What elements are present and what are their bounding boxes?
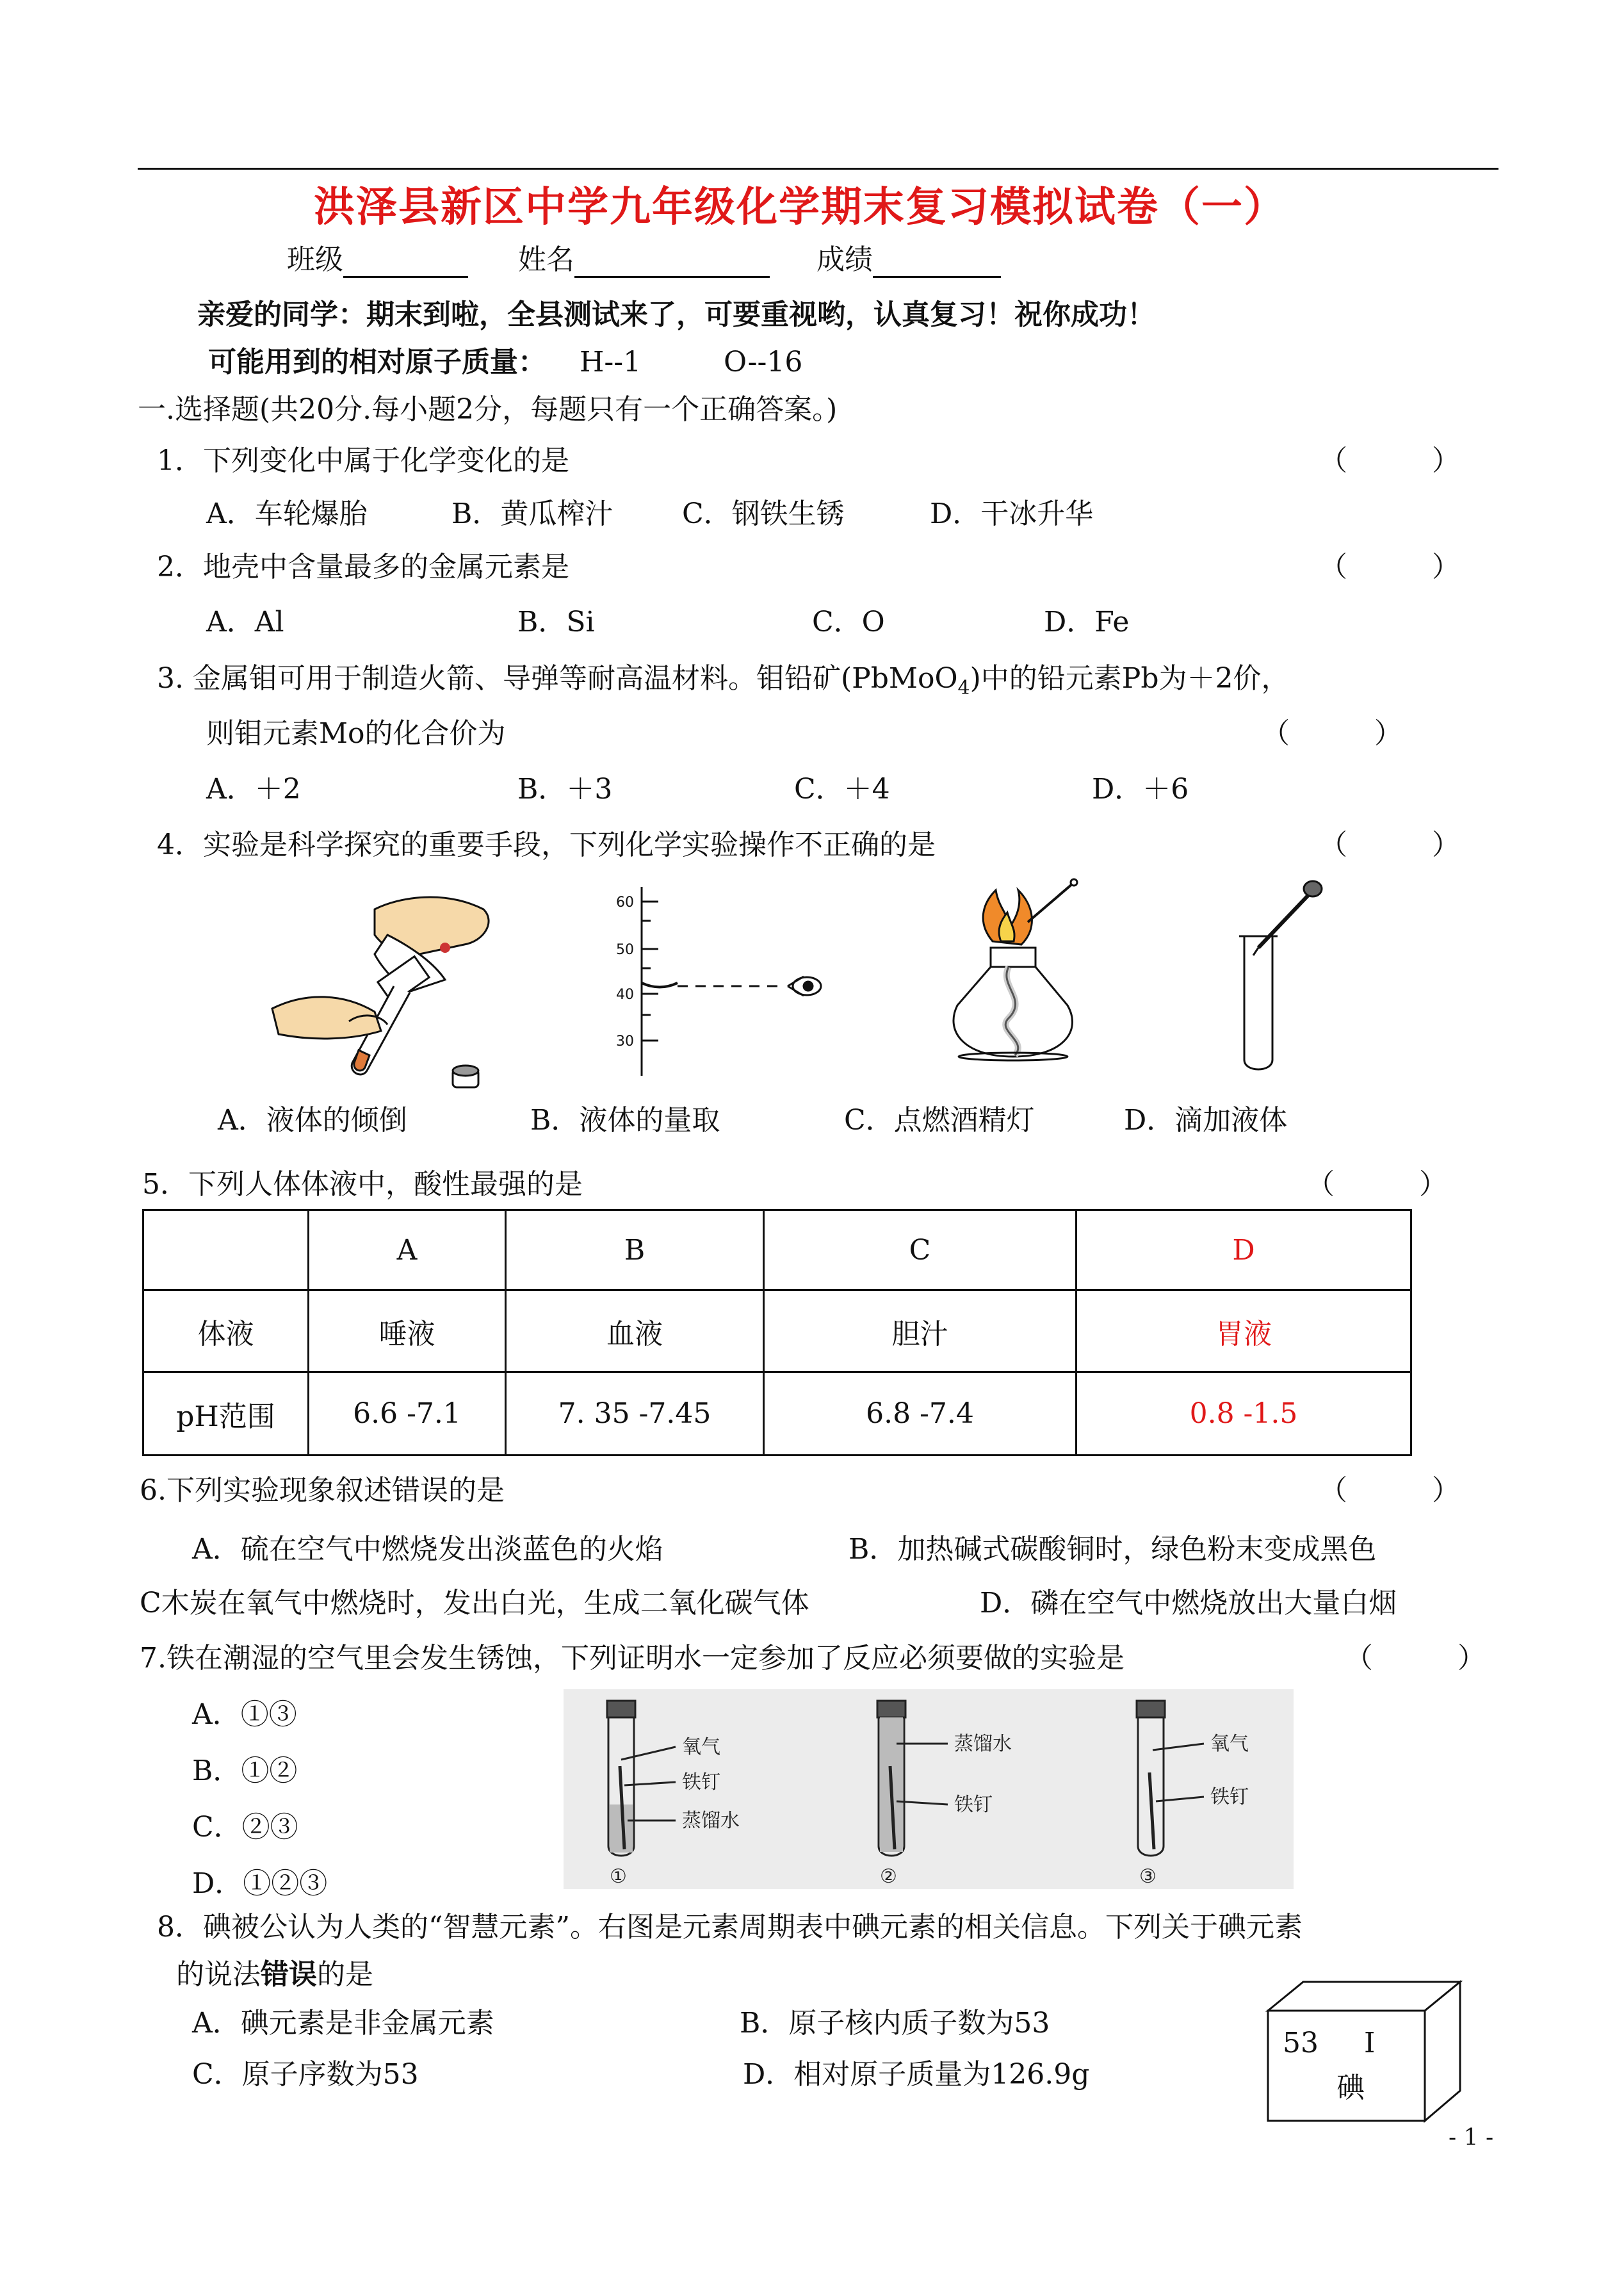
- q1-answer-paren[interactable]: （ ）: [1319, 444, 1460, 477]
- atomic-mass-label: 可能用到的相对原子质量：: [208, 346, 546, 378]
- student-info: [287, 242, 1001, 278]
- q1-option-b[interactable]: B．黄瓜榨汁: [451, 498, 613, 530]
- score-blank[interactable]: [873, 245, 1001, 278]
- atomic-mass-o: O--16: [724, 346, 803, 378]
- rust-experiment-figure: [564, 1689, 1294, 1889]
- q1-option-a[interactable]: A．车轮爆胎: [206, 498, 368, 530]
- cylinder-tick-30: 30: [616, 1034, 634, 1050]
- table-cell: 6.8 -7.4: [764, 1372, 1076, 1456]
- q3-option-d[interactable]: D．＋6: [1092, 773, 1189, 806]
- q8-option-c[interactable]: C．原子序数为53: [192, 2058, 419, 2091]
- table-cell: 唾液: [309, 1290, 506, 1372]
- q6-option-a[interactable]: A．硫在空气中燃烧发出淡蓝色的火焰: [192, 1533, 663, 1566]
- tube2-label-nail: 铁钉: [954, 1794, 993, 1816]
- q7-option-a[interactable]: A．①③: [192, 1698, 297, 1731]
- q3-option-b[interactable]: B．＋3: [517, 773, 613, 806]
- q2-option-a[interactable]: A．Al: [206, 606, 284, 638]
- q8-option-d[interactable]: D．相对原子质量为126.9g: [743, 2058, 1090, 2091]
- tube2-number: ②: [880, 1865, 897, 1888]
- q3-option-a[interactable]: A．＋2: [206, 773, 301, 806]
- q4-text: 4．实验是科学探究的重要手段，下列化学实验操作不正确的是: [157, 829, 936, 861]
- table-cell: 胆汁: [764, 1290, 1076, 1372]
- iodine-element-cell: [1265, 1979, 1470, 2126]
- table-cell: 体液: [143, 1290, 309, 1372]
- class-blank[interactable]: [343, 245, 468, 278]
- tube1-label-oxygen: 氧气: [682, 1736, 720, 1758]
- q6-text: 6.下列实验现象叙述错误的是: [140, 1474, 505, 1507]
- q7-answer-paren[interactable]: （ ）: [1345, 1642, 1486, 1675]
- table-cell: B: [506, 1210, 764, 1290]
- table-cell: 7. 35 -7.45: [506, 1372, 764, 1456]
- q3-option-c[interactable]: C．＋4: [794, 773, 890, 806]
- table-cell: 6.6 -7.1: [309, 1372, 506, 1456]
- table-cell: 血液: [506, 1290, 764, 1372]
- alcohol-lamp-illustration: [932, 877, 1098, 1069]
- element-name: 碘: [1336, 2072, 1365, 2104]
- page-title: 洪泽县新区中学九年级化学期末复习模拟试卷（一）: [314, 183, 1286, 231]
- cylinder-tick-50: 50: [616, 942, 634, 958]
- tube2-label-water: 蒸馏水: [954, 1733, 1012, 1755]
- q3-text: 3. 金属钼可用于制造火箭、导弹等耐高温材料。钼铅矿(PbMoO$_4$)中的铅元素Pb为＋2价，: [157, 662, 1290, 699]
- score-label: 成绩: [816, 243, 873, 276]
- q2-answer-paren[interactable]: （ ）: [1319, 551, 1460, 583]
- cylinder-tick-40: 40: [616, 987, 634, 1003]
- table-row: [143, 1372, 1411, 1456]
- q2-text: 2．地壳中含量最多的金属元素是: [157, 551, 569, 583]
- q6-answer-paren[interactable]: （ ）: [1319, 1474, 1460, 1507]
- tube1-label-water: 蒸馏水: [682, 1810, 740, 1832]
- q4-option-c[interactable]: C．点燃酒精灯: [844, 1104, 1035, 1137]
- table-cell: 0.8 -1.5: [1076, 1372, 1411, 1456]
- q6-option-c[interactable]: C木炭在氧气中燃烧时，发出白光，生成二氧化碳气体: [140, 1587, 809, 1619]
- q6-option-d[interactable]: D．磷在空气中燃烧放出大量白烟: [980, 1587, 1397, 1619]
- pouring-liquid-illustration: [253, 884, 509, 1089]
- table-cell: pH范围: [143, 1372, 309, 1456]
- atomic-mass-h: H--1: [580, 346, 642, 378]
- element-number: 53: [1283, 2027, 1319, 2059]
- q7-option-b[interactable]: B．①②: [192, 1755, 298, 1787]
- q2-option-d[interactable]: D．Fe: [1044, 606, 1130, 638]
- top-rule: [138, 168, 1498, 170]
- element-symbol: I: [1364, 2027, 1376, 2059]
- table-cell: C: [764, 1210, 1076, 1290]
- tube1-number: ①: [610, 1865, 627, 1888]
- tube3-number: ③: [1139, 1865, 1157, 1888]
- q1-option-c[interactable]: C．钢铁生锈: [682, 498, 845, 530]
- table-cell: D: [1076, 1210, 1411, 1290]
- graduated-cylinder-illustration: [596, 884, 839, 1076]
- q4-option-d[interactable]: D．滴加液体: [1124, 1104, 1288, 1137]
- q8-option-a[interactable]: A．碘元素是非金属元素: [192, 2007, 494, 2040]
- q7-text: 7.铁在潮湿的空气里会发生锈蚀，下列证明水一定参加了反应必须要做的实验是: [140, 1642, 1125, 1675]
- q8-text-line1: 8．碘被公认为人类的“智慧元素”。右图是元素周期表中碘元素的相关信息。下列关于碘元素: [157, 1911, 1303, 1943]
- q4-option-b[interactable]: B．液体的量取: [530, 1104, 720, 1137]
- cylinder-tick-60: 60: [616, 895, 634, 911]
- class-label: 班级: [287, 243, 343, 276]
- name-blank[interactable]: [574, 245, 770, 278]
- tube3-label-nail: 铁钉: [1210, 1786, 1249, 1808]
- q1-option-d[interactable]: D．干冰升华: [930, 498, 1094, 530]
- q4-option-a[interactable]: A．液体的倾倒: [218, 1104, 407, 1137]
- table-cell: [143, 1210, 309, 1290]
- ph-table: [142, 1209, 1412, 1456]
- q3-answer-paren[interactable]: （ ）: [1262, 717, 1402, 750]
- table-cell: A: [309, 1210, 506, 1290]
- table-row: [143, 1290, 1411, 1372]
- q6-option-b[interactable]: B．加热碱式碳酸铜时，绿色粉末变成黑色: [849, 1533, 1377, 1566]
- q5-answer-paren[interactable]: （ ）: [1306, 1168, 1447, 1201]
- q8-text-line2: 的说法错误的是: [176, 1958, 373, 1991]
- q2-option-b[interactable]: B．Si: [517, 606, 595, 638]
- q7-option-d[interactable]: D．①②③: [192, 1867, 328, 1900]
- q1-text: 1．下列变化中属于化学变化的是: [157, 444, 569, 477]
- table-cell: 胃液: [1076, 1290, 1411, 1372]
- section-heading: 一.选择题(共20分.每小题2分，每题只有一个正确答案。): [138, 393, 838, 426]
- page-number: - 1 -: [1449, 2125, 1494, 2151]
- q5-text: 5．下列人体体液中，酸性最强的是: [142, 1168, 583, 1201]
- tube3-label-oxygen: 氧气: [1210, 1733, 1249, 1755]
- q2-option-c[interactable]: C．O: [812, 606, 885, 638]
- dropper-illustration: [1226, 877, 1342, 1076]
- name-label: 姓名: [518, 243, 574, 276]
- tube1-label-nail: 铁钉: [682, 1771, 720, 1794]
- q7-option-c[interactable]: C．②③: [192, 1811, 298, 1844]
- q8-option-b[interactable]: B．原子核内质子数为53: [740, 2007, 1050, 2040]
- greeting: 亲爱的同学：期末到啦，全县测试来了，可要重视哟，认真复习！祝你成功！: [197, 298, 1155, 331]
- q4-answer-paren[interactable]: （ ）: [1319, 829, 1460, 861]
- q3-text-line2: 则钼元素Mo的化合价为: [206, 717, 506, 750]
- table-row: [143, 1210, 1411, 1290]
